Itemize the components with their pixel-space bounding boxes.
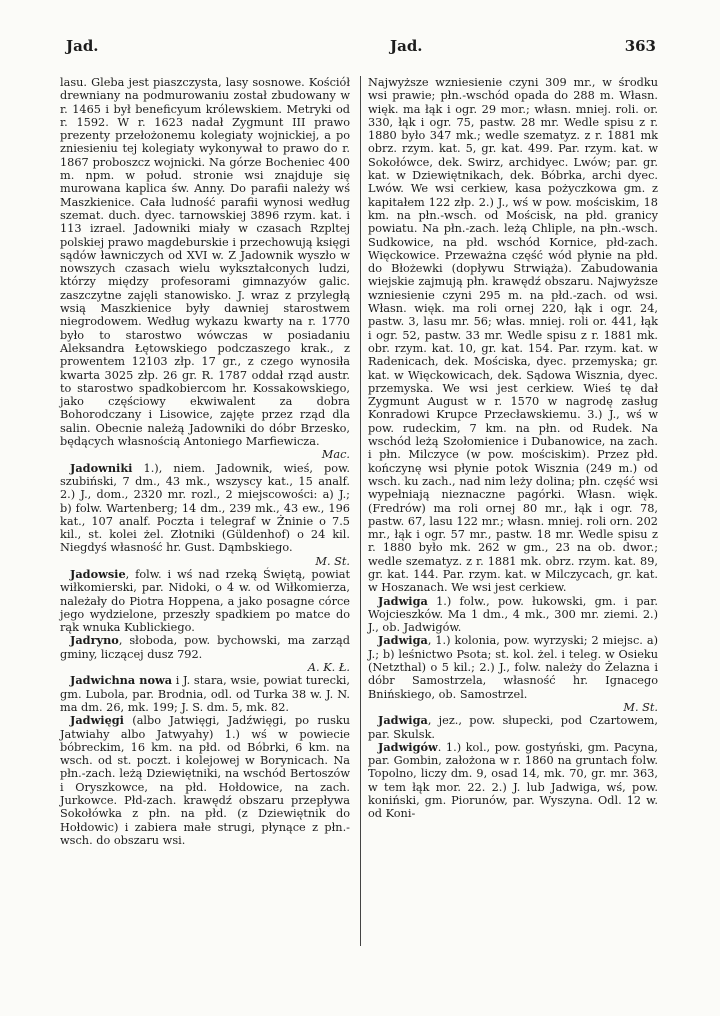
- column-divider: [360, 76, 361, 946]
- running-head-center: Jad.: [390, 37, 423, 55]
- entry-headword: Jadwiga: [378, 633, 428, 648]
- entry-text: 1.), niem. Jadownik, wieś, pow. szubiński, 7 dm., 43 mk., wszyscy kat., 15 analf. 2.) J., dom., 2320 mr. rozl., 2 miejscowości: a) J.; b) folw. Wartenberg; 14 dm., 239 mk., 43 ew., 196 kat., 107 analf. Poczta i telegraf w Żninie o 7.5 kil., st. kolei żel. Złotniki (Güldenhof) o 24 kil. Niegdyś własność hr. Gust. Dąmbskiego.: [60, 461, 350, 555]
- running-head-left: Jad.: [66, 37, 99, 55]
- entry-text: Najwyższe wzniesienie czyni 309 mr., w środku wsi prawie; płn.-wschód opada do 288 m. Własn. więk. ma łąk i ogr. 29 mor.; własn. mniej. roli. or. 330, łąk i ogr. 75, pastw. 28 mr. Wedle spisu z r. 1880 było 347 mk.; wedle szematyz. z r. 1881 mk obrz. rzym. kat. 5, gr. kat. 499. Par. rzym. kat. w Sokołówce, dek. Swirz, archidyec. Lwów; par. gr. kat. w Dziewiętnikach, dek. Bóbrka, archi dyec. Lwów. We wsi cerkiew, kasa pożyczkowa gm. z kapitałem 122 złp. 2.) J., wś w pow. mościskim, 18 km. na płn.-wsch. od Mościsk, na płd. granicy powiatu. Na płn.-zach. leżą Chliple, na płn.-wsch. Sudkowice, na płd. wschód Kornice, płd-zach. Więckowice. Przeważna część wód płynie na płd. do Błożewki (dopływu Strwiąża). Zabudowania wiejskie zajmują płn. krawędź obszaru. Najwyższe wzniesienie czyni 295 m. na płd.-zach. od wsi. Własn. więk. ma roli ornej 220, łąk i ogr. 24, pastw. 3, lasu mr. 56; włas. mniej. roli or. 441, łąk i ogr. 52, pastw. 33 mr. Wedle spisu z r. 1881 mk. obr. rzym. kat. 10, gr. kat. 154. Par. rzym. kat. w Radenicach, dek. Mościska, dyec. przemyska; gr. kat. w Więckowicach, dek. Sądowa Wisznia, dyec. przemyska. We wsi jest cerkiew. Wieś tę dał Zygmunt August w r. 1570 w nagrodę zasług Konradowi Krupce Przecławskiemu. 3.) J., wś w pow. rudeckim, 7 km. na płn. od Rudek. Na wschód leżą Szołomienice i Dubanowice, na zach. i płn. Milczyce (w pow. mościskim). Przez płd. kończynę wsi płynie potok Wisznia (249 m.) od wsch. ku zach., nad nim leży dolina; płn. część wsi wypełniają nieznaczne pagórki. Własn. więk. (Fredrów) ma roli ornej 80 mr., łąk i ogr. 78, pastw. 67, lasu 122 mr.; własn. mniej. roli orn. 202 mr., łąk i ogr. 57 mr., pastw. 18 mr. Wedle spisu z r. 1880 było mk. 262 w gm., 23 na ob. dwor.; wedle szematyz. z r. 1881 mk. obrz. rzym. kat. 89, gr. kat. 144. Par. rzym. kat. w Milczycach, gr. kat. w Hoszanach. We wsi jest cerkiew.: [368, 76, 658, 595]
- dictionary-entry: [368, 595, 658, 635]
- entry-text: lasu. Gleba jest piaszczysta, lasy sosnowe. Kościół drewniany na podmurowaniu został zbudowany w r. 1465 i był beneficyum królewskiem. Metryki od r. 1592. W r. 1623 nadał Zygmunt III prawo prezenty przełożonemu kolegiaty wojnickiej, a po zniesieniu tej kolegiaty wykonywał to prawo do r. 1867 proboszcz wojnicki. Na górze Bocheniec 400 m. npm. w połud. stronie wsi znajduje się murowana kaplica św. Anny. Do parafii należy wś Maszkienice. Cała ludność parafii wynosi według szemat. duch. dyec. tarnowskiej 3896 rzym. kat. i 113 izrael. Jadowniki miały w czasach Rzpltej polskiej prawo magdeburskie i przechowują księgi sądów ławniczych od XVI w. Z Jadownik wyszło w nowszych czasach wielu wykształconych ludzi, którzy między profesorami gimnazyów galic. zaszczytne zajęli stanowisko. J. wraz z przyległą wsią Maszkienice były dawniej starostwem niegrodowem. Według wykazu kwarty na r. 1770 było to starostwo wówczas w posiadaniu Aleksandra Łętowskiego podczaszego krak., z prowentem 12103 złp. 17 gr., z czego wynosiła kwarta 3025 złp. 26 gr. R. 1787 oddał rząd austr. to starostwo spadkobiercom hr. Kossakowskiego, jako częściowy ekwiwalent za dobra Bohorodczany i Lisowice, zajęte przez rząd dla salin. Obecnie należą Jadowniki do dóbr Brzesko, będących własnością Antoniego Marfiewicza.: [60, 76, 350, 449]
- entry-headword: Jadowniki: [70, 460, 133, 475]
- dictionary-entry: [60, 462, 350, 555]
- entry-headword: Jadowsie: [70, 566, 126, 581]
- entry-text: , słoboda, pow. bychowski, ma zarząd gminy, liczącej dusz 792.: [60, 634, 350, 661]
- dictionary-entry: [60, 634, 350, 661]
- entry-text: , 1.) kolonia, pow. wyrzyski; 2 miejsc. a) J.; b) leśnictwo Psota; st. kol. żel. i teleg. w Osieku (Netzthal) o 5 kil.; 2.) J., folw. należy do Żelazna i dóbr Samostrzela, własność hr. Ignacego Bnińskiego, ob. Samostrzel.: [368, 634, 658, 701]
- entry-headword: Jadwiga: [378, 713, 428, 728]
- entry-text: 1.) folw., pow. łukowski, gm. i par. Wojcieszków. Ma 1 dm., 4 mk., 300 mr. ziemi. 2.) J., ob. Jadwigów.: [368, 594, 658, 635]
- entry-headword: Jadwięgi: [70, 713, 124, 728]
- dictionary-entry: [60, 568, 350, 634]
- author-signature: [60, 448, 350, 461]
- entry-text: Mac.: [321, 448, 350, 462]
- dictionary-entry: [60, 674, 350, 714]
- entry-text: M. St.: [315, 554, 350, 568]
- entry-text: A. K. Ł.: [307, 661, 350, 675]
- entry-headword: Jadwiga: [378, 593, 428, 608]
- right-text-column: [368, 76, 658, 821]
- dictionary-entry: [368, 634, 658, 700]
- left-text-column: [60, 76, 350, 847]
- entry-text: . 1.) kol., pow. gostyński, gm. Pacyna, par. Gombin, założona w r. 1860 na gruntach folw. Topolno, liczy dm. 9, osad 14, mk. 70, gr. mr. 363, w tem łąk mor. 22. 2.) J. lub Jadwiga, wś, pow. koniński, gm. Piorunów, par. Wyszyna. Odl. 12 w. od Koni-: [368, 740, 658, 821]
- page-number: 363: [624, 37, 656, 55]
- dictionary-entry: [60, 76, 350, 448]
- entry-text: (albo Jatwięgi, Jadźwięgi, po rusku Jatwiahy albo Jatwyahy) 1.) wś w powiecie bóbreckim, 16 km. na płd. od Bóbrki, 6 km. na wsch. od st. poczt. i kolejowej w Borynicach. Na płn.-zach. leżą Dziewiętniki, na wschód Bertoszów i Oryszkowce, na płd. Hołdowice, na zach. Jurkowce. Płd-zach. krawędź obszaru przepływa Sokołówka z płn. na płd. (z Dziewiętnik do Hołdowic) i zabiera małe strugi, płynące z płn.-wsch. do obszaru wsi.: [60, 714, 350, 847]
- entry-headword: Jadryno: [70, 633, 119, 648]
- author-signature: [368, 701, 658, 714]
- dictionary-entry: [368, 741, 658, 821]
- dictionary-entry: [60, 714, 350, 847]
- entry-text: , folw. i wś nad rzeką Świętą, powiat wiłkomierski, par. Nidoki, o 4 w. od Wiłkomierza, należały do Piotra Hoppena, a jako posagne córce jego wydzielone, przeszły spadkiem po matce do rąk wnuka Kublickiego.: [60, 567, 350, 635]
- entry-text: i J. stara, wsie, powiat turecki, gm. Lubola, par. Brodnia, odl. od Turka 38 w. J. N. ma dm. 26, mk. 199; J. S. dm. 5, mk. 82.: [60, 674, 350, 714]
- page-header: [0, 36, 720, 56]
- entry-headword: Jadwigów: [378, 739, 438, 754]
- entry-text: M. St.: [623, 700, 658, 714]
- author-signature: [60, 555, 350, 568]
- entry-text: , jez., pow. słupecki, pod Czartowem, par. Skulsk.: [368, 714, 658, 741]
- author-signature: [60, 661, 350, 674]
- entry-headword: Jadwichna nowa: [70, 673, 173, 688]
- dictionary-entry: [368, 76, 658, 595]
- dictionary-entry: [368, 714, 658, 741]
